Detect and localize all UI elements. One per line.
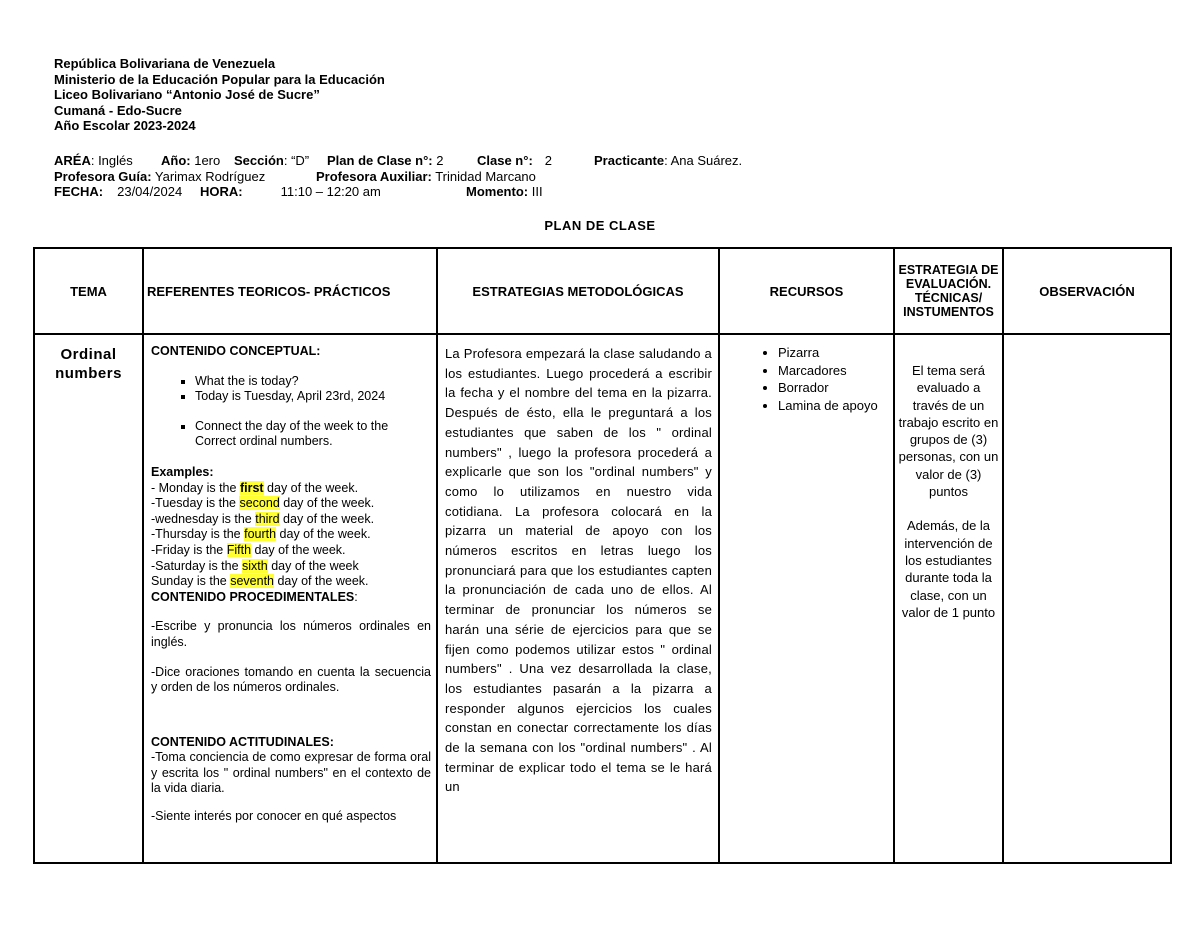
ordinal-highlight: Fifth: [226, 542, 252, 557]
table-header-row: [34, 248, 1171, 334]
actitudinal-item-2: -Siente interés por conocer en qué aspectos: [151, 809, 397, 824]
school-header: [54, 56, 385, 134]
header-referentes: REFERENTES TEORICOS- PRÁCTICOS: [143, 248, 437, 334]
seccion-field: Sección: “D”: [234, 153, 310, 168]
list-item: ▪ Connect the day of the week to the Correct ordinal numbers.: [195, 419, 431, 450]
list-item: • Lamina de apoyo: [778, 397, 889, 415]
ordinal-highlight: seventh: [230, 574, 274, 589]
evaluacion-text-2: Además, de la intervención de los estudiantes durante toda la clase, con un valor de 1 punto: [901, 518, 996, 620]
header-school: Liceo Bolivariano “Antonio José de Sucre”: [54, 87, 320, 102]
conceptual-list: [151, 374, 431, 405]
actitudinales-title: CONTENIDO ACTITUDINALES:: [151, 734, 334, 749]
fecha-field: FECHA: 23/04/2024: [54, 184, 183, 199]
practicante-field: Practicante: Ana Suárez.: [594, 153, 743, 168]
observacion-cell: [1003, 334, 1171, 863]
header-recursos: RECURSOS: [719, 248, 894, 334]
list-item: • Borrador: [778, 379, 889, 397]
example-line: -Friday is the Fifth day of the week.: [151, 542, 346, 557]
examples-list: [151, 481, 431, 590]
estrategias-text: La Profesora empezará la clase saludando a los estudiantes. Luego procederá a escribir la fecha y el nombre del tema en la pizarra. Después de ésto, ella le preguntará a los estudiantes que saben de los " ordinal numbers" , luego la profesora procederá a explicarle que son los "ordinal numbers" y como lo utilizamos en nuestro vida cotidiana. La profesora colocará en la pizarra un material de apoyo con los números escritos en letras luego los pronunciará para que los estudiantes capten la pronunciación de cada uno de ellos. Al terminar de pronunciar los números se harán una série de ejercicios para que se fijen como podemos utilizar estos " ordinal numbers" . Una vez desarrollada la clase, los estudiantes pasarán a la pizarra a responder algunos ejercicios los cuales constan en conectar correctamente los días de la semana con los "ordinal numbers" . Al terminar de explicar todo el tema se le hará un: [445, 346, 712, 795]
procedimentales-title: CONTENIDO PROCEDIMENTALES:: [151, 589, 358, 604]
ordinal-highlight: first: [239, 480, 264, 495]
auxiliar-field: Profesora Auxiliar: Trinidad Marcano: [316, 168, 536, 184]
evaluacion-cell: [894, 334, 1003, 863]
example-line: - Monday is the first day of the week.: [151, 480, 359, 495]
clase-number-field: Clase n°: 2: [477, 153, 553, 168]
referentes-cell: [143, 334, 437, 863]
recursos-cell: [719, 334, 894, 863]
header-evaluacion: ESTRATEGIA DE EVALUACIÓN. TÉCNICAS/ INSTUMENTOS: [894, 248, 1003, 334]
ordinal-highlight: fourth: [244, 527, 277, 542]
ano-field: Año: 1ero: [161, 153, 221, 168]
header-ministry: Ministerio de la Educación Popular para la Educación: [54, 71, 385, 87]
lesson-plan-table: [33, 247, 1172, 864]
procedimental-item-2: -Dice oraciones tomando en cuenta la secuencia y orden de los números ordinales.: [151, 664, 431, 695]
conceptual-title: CONTENIDO CONCEPTUAL:: [151, 344, 321, 358]
header-estrategias: ESTRATEGIAS METODOLÓGICAS: [437, 248, 719, 334]
page-title: PLAN DE CLASE: [544, 218, 656, 233]
list-item: • Marcadores: [778, 362, 889, 380]
ordinal-highlight: sixth: [242, 558, 268, 573]
example-line: Sunday is the seventh day of the week.: [151, 574, 369, 589]
example-line: -Thursday is the fourth day of the week.: [151, 527, 371, 542]
tema-cell: [34, 334, 143, 863]
actitudinal-item-1: -Toma conciencia de como expresar de forma oral y escrita los " ordinal numbers" en el contexto de la vida diaria.: [151, 750, 431, 796]
connect-list: [151, 419, 431, 450]
table-row: [34, 334, 1171, 863]
header-tema: TEMA: [34, 248, 143, 334]
header-city: Cumaná - Edo-Sucre: [54, 102, 182, 118]
example-line: -Saturday is the sixth day of the week: [151, 558, 359, 573]
hora-field: HORA: 11:10 – 12:20 am: [200, 184, 381, 199]
observacion-text: [1004, 335, 1170, 862]
momento-field: Momento: III: [466, 184, 543, 199]
example-line: -wednesday is the third day of the week.: [151, 511, 375, 526]
procedimental-item-1: -Escribe y pronuncia los números ordinales en inglés.: [151, 619, 431, 649]
ordinal-highlight: second: [239, 496, 280, 511]
examples-title: Examples:: [151, 464, 214, 479]
example-line: -Tuesday is the second day of the week.: [151, 496, 375, 511]
header-observacion: OBSERVACIÓN: [1003, 248, 1171, 334]
list-item: ▪ Today is Tuesday, April 23rd, 2024: [195, 389, 431, 405]
ordinal-highlight: third: [255, 511, 280, 526]
tema-text: Ordinal numbers: [55, 346, 122, 382]
guia-field: Profesora Guía: Yarimax Rodríguez: [54, 168, 266, 184]
area-field: ARÉA: Inglés: [54, 153, 133, 168]
list-item: • Pizarra: [778, 344, 889, 362]
estrategias-cell: [437, 334, 719, 863]
recursos-list: [724, 344, 889, 414]
evaluacion-text-1: El tema será evaluado a través de un trabajo escrito en grupos de (3) personas, con un valor de (3) puntos: [898, 363, 999, 500]
header-republic: República Bolivariana de Venezuela: [54, 56, 276, 71]
list-item: ▪ What the is today?: [195, 374, 431, 390]
header-school-year: Año Escolar 2023-2024: [54, 118, 196, 133]
plan-number-field: Plan de Clase n°: 2: [327, 153, 444, 168]
